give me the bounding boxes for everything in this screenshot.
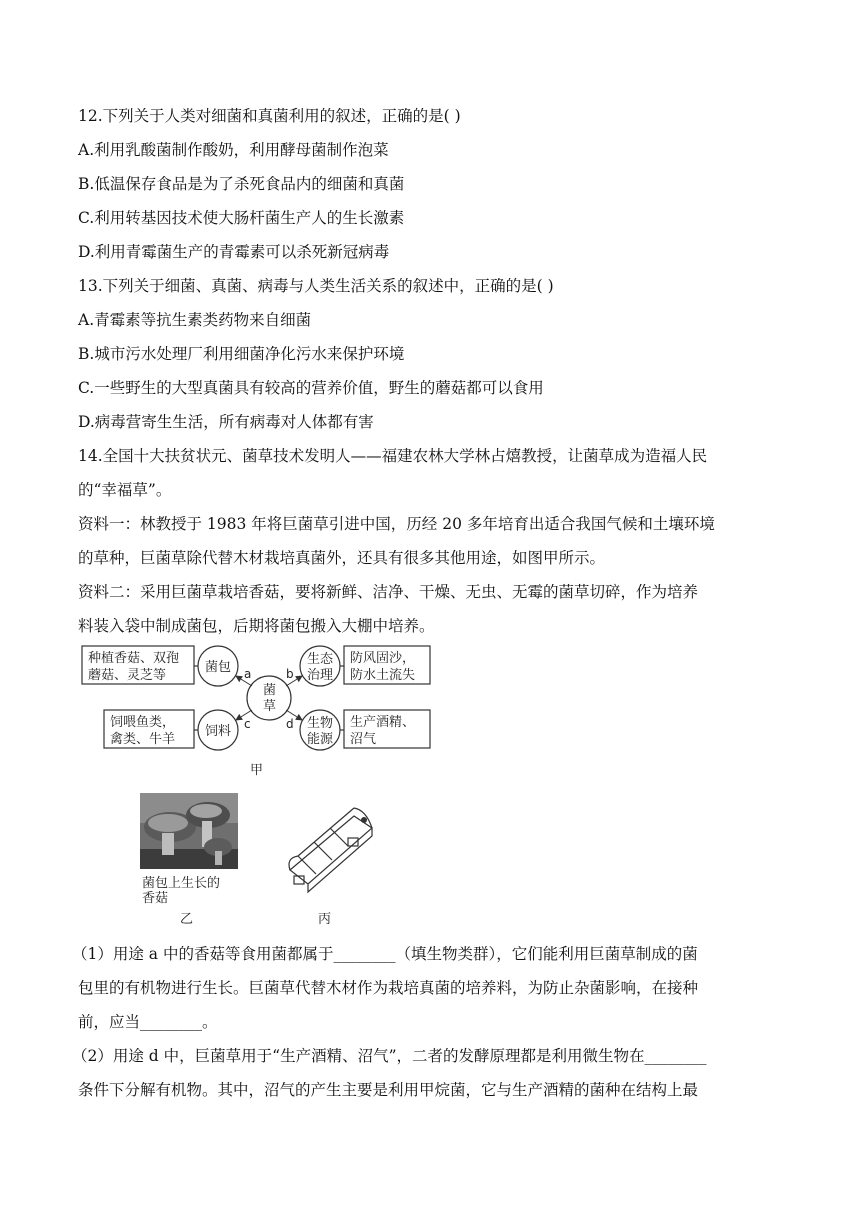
- box-top-right-text-2: 防水土流失: [350, 668, 416, 683]
- circle-bioenergy-label-2: 能源: [307, 732, 334, 747]
- q12-stem: 12.下列关于人类对细菌和真菌利用的叙述，正确的是( ): [78, 107, 461, 125]
- box-bottom-left-text-2: 禽类、牛羊: [110, 732, 176, 747]
- q13-stem: 13.下列关于细菌、真菌、病毒与人类生活关系的叙述中，正确的是( ): [78, 277, 554, 295]
- figure-label-yi: 乙: [180, 912, 194, 927]
- center-label-2: 草: [263, 699, 277, 714]
- mushroom-photo: [140, 793, 238, 869]
- arrow-label-c: c: [244, 717, 251, 731]
- q14-stem-line1: 14.全国十大扶贫状元、菌草技术发明人——福建农林大学林占熺教授，让菌草成为造福人民: [78, 447, 708, 465]
- q12-option-b: B.低温保存食品是为了杀死食品内的细菌和真菌: [78, 175, 405, 193]
- q14-ref1-line2: 的草种，巨菌草除代替木材栽培真菌外，还具有很多其他用途，如图甲所示。: [78, 549, 606, 567]
- circle-bioenergy-label-1: 生物: [307, 716, 334, 731]
- circle-mushroom-bag-label: 菌包: [205, 660, 232, 675]
- box-bottom-right-text-1: 生产酒精、: [350, 715, 416, 730]
- q14-part1-line1: （1）用途 a 中的香菇等食用菌都属于________（填生物类群），它们能利用巨菌草制成的菌: [72, 945, 698, 963]
- greenhouse-sketch: [284, 798, 384, 904]
- arrow-label-a: a: [244, 667, 252, 681]
- q13-option-a: A.青霉素等抗生素类药物来自细菌: [78, 311, 312, 329]
- circle-feed-label: 饲料: [205, 724, 232, 739]
- arrow-label-b: b: [286, 667, 294, 681]
- q14-part1-line3: 前，应当________。: [78, 1013, 218, 1031]
- q14-ref2-line1: 资料二：采用巨菌草栽培香菇，要将新鲜、洁净、干燥、无虫、无霉的菌草切碎，作为培养: [78, 583, 699, 601]
- q12-option-a: A.利用乳酸菌制作酸奶，利用酵母菌制作泡菜: [78, 141, 389, 159]
- arrow-label-d: d: [286, 717, 294, 731]
- q14-ref1-line1: 资料一：林教授于 1983 年将巨菌草引进中国，历经 20 多年培育出适合我国气候和土壤环境: [78, 515, 715, 533]
- q13-option-d: D.病毒营寄生生活，所有病毒对人体都有害: [78, 413, 374, 431]
- box-top-left-text-1: 种植香菇、双孢: [88, 651, 180, 666]
- figure-label-bing: 丙: [318, 912, 332, 927]
- figure-label-jia: 甲: [250, 763, 264, 778]
- q13-option-c: C.一些野生的大型真菌具有较高的营养价值，野生的蘑菇都可以食用: [78, 379, 544, 397]
- photo-caption-line1: 菌包上生长的: [142, 876, 221, 891]
- circle-ecology-label-1: 生态: [307, 652, 334, 667]
- box-bottom-left-text-1: 饲喂鱼类，: [110, 715, 176, 730]
- q12-option-d: D.利用青霉菌生产的青霉素可以杀死新冠病毒: [78, 243, 390, 261]
- q14-part2-line2: 条件下分解有机物。其中，沼气的产生主要是利用甲烷菌，它与生产酒精的菌种在结构上最: [78, 1081, 699, 1099]
- photo-caption-line2: 香菇: [142, 891, 169, 906]
- box-bottom-right-text-2: 沼气: [350, 732, 377, 747]
- q14-part1-line2: 包里的有机物进行生长。巨菌草代替木材作为栽培真菌的培养料，为防止杂菌影响，在接种: [78, 979, 699, 997]
- center-label-1: 菌: [263, 683, 277, 698]
- box-top-left-text-2: 蘑菇、灵芝等: [88, 668, 167, 683]
- figure-jia-diagram: [72, 640, 442, 780]
- q13-option-b: B.城市污水处理厂利用细菌净化污水来保护环境: [78, 345, 405, 363]
- q14-stem-line2: 的“幸福草”。: [78, 481, 172, 499]
- q14-part2-line1: （2）用途 d 中，巨菌草用于“生产酒精、沼气”，二者的发酵原理都是利用微生物在________: [72, 1047, 707, 1065]
- q14-ref2-line2: 料装入袋中制成菌包，后期将菌包搬入大棚中培养。: [78, 617, 435, 635]
- q12-option-c: C.利用转基因技术使大肠杆菌生产人的生长激素: [78, 209, 405, 227]
- box-top-right-text-1: 防风固沙，: [350, 651, 416, 666]
- circle-ecology-label-2: 治理: [307, 668, 334, 683]
